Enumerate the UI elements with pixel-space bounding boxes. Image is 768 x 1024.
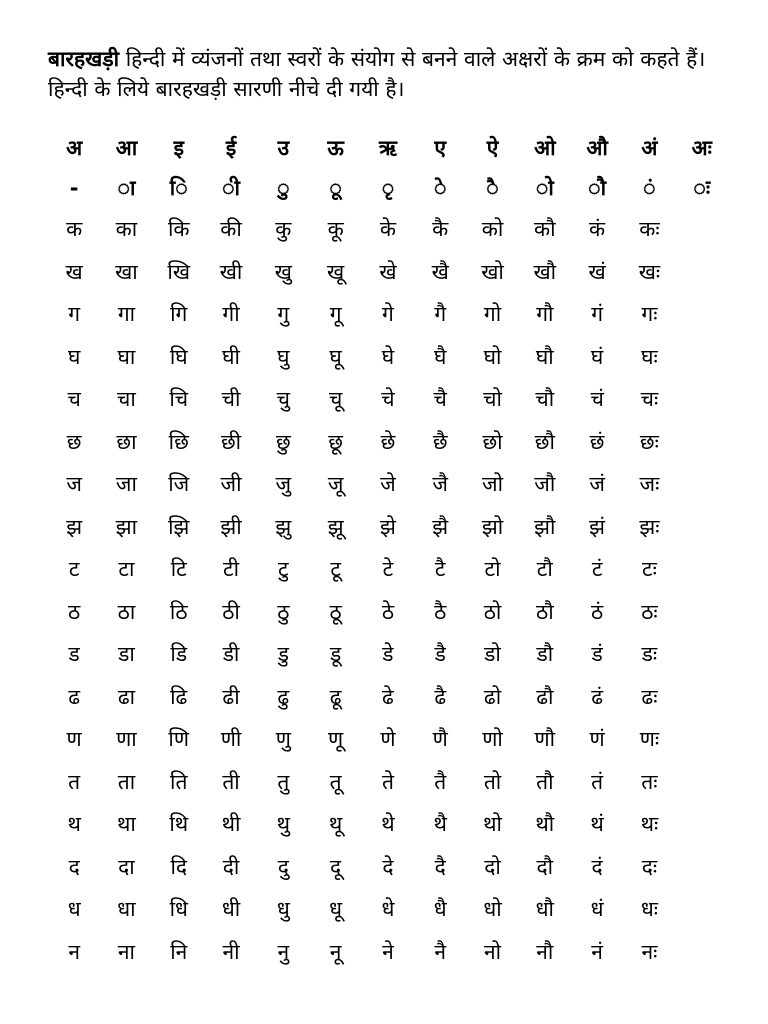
matra-row-cell: ◌ौ [588,176,607,200]
consonant-row-cell: घु [277,344,290,369]
consonant-row-cell [676,591,728,634]
consonant-row-cell: ढ [68,684,81,709]
consonant-row-cell: छं [589,429,605,454]
vowel-row-cell: अः [691,136,712,160]
consonant-row-cell: धि [169,897,188,922]
consonant-row-cell: गी [222,302,240,327]
consonant-row-cell: जा [115,472,137,497]
consonant-row-cell: जू [327,472,344,497]
consonant-row-cell: क [66,217,83,242]
matra-row-cell: ◌ृ [381,176,395,200]
intro-paragraph [48,44,728,104]
consonant-row-cell: ठो [483,599,502,624]
consonant-row [48,208,728,251]
consonant-row-cell: तै [434,769,447,794]
consonant-row-cell: घे [381,344,395,369]
consonant-row-cell: थः [640,812,659,837]
consonant-row-cell: टू [330,557,341,582]
consonant-row-cell: तौ [536,769,554,794]
consonant-row-cell: धो [483,897,502,922]
consonant-row-cell: डै [434,642,446,667]
consonant-row-cell: ता [117,769,136,794]
consonant-row-cell: ढै [434,684,447,709]
matra-row-cell: - [69,176,79,200]
consonant-row-cell: छि [168,429,189,454]
consonant-row-cell: चं [590,387,604,412]
consonant-row-cell: गे [382,302,394,327]
matra-row [48,168,728,208]
consonant-row-cell: कू [327,217,344,242]
consonant-row-cell: डि [170,642,188,667]
consonant-row-cell: थी [221,812,241,837]
consonant-row-cell: दं [591,854,603,879]
barahkhadi-table [48,128,728,973]
consonant-row-cell: टो [484,557,501,582]
consonant-row-cell [676,803,728,846]
consonant-row-cell: णे [380,727,396,752]
consonant-row-cell: घः [641,344,658,369]
consonant-row-cell [676,548,728,591]
consonant-row [48,803,728,846]
consonant-row [48,463,728,506]
consonant-row-cell: गो [483,302,502,327]
consonant-row-cell: ठं [591,599,604,624]
consonant-row-cell: जी [220,472,242,497]
consonant-row-cell: कौ [534,217,556,242]
consonant-row-cell: दी [222,854,240,879]
consonant-row-cell: दु [277,854,289,879]
consonant-row [48,718,728,761]
consonant-row-cell: डु [277,642,289,667]
consonant-row-cell: की [220,217,242,242]
consonant-row-cell: जै [432,472,449,497]
consonant-row-cell: चै [433,387,447,412]
consonant-row-cell: कि [167,217,190,242]
consonant-row-cell: छ [66,429,82,454]
consonant-row-cell: नु [277,939,290,964]
consonant-row-cell: छु [275,429,291,454]
consonant-row-cell: थ [67,812,81,837]
consonant-row-cell: ठि [169,599,188,624]
consonant-row-cell: धं [590,897,604,922]
consonant-row-cell [676,463,728,506]
consonant-row-cell: ढी [222,684,240,709]
consonant-row-cell: ते [381,769,394,794]
consonant-row-cell: नः [641,939,658,964]
consonant-row-cell: झै [432,514,449,539]
consonant-row-cell: नू [329,939,342,964]
consonant-row-cell: घू [329,344,342,369]
vowel-row-cell: अ [66,136,83,160]
vowel-row-cell: ऐ [486,136,499,160]
consonant-row [48,846,728,889]
consonant-row-cell: णु [275,727,291,752]
consonant-row-cell: खै [431,259,449,284]
consonant-row-cell: ना [117,939,135,964]
vowel-row-cell: अं [641,136,658,160]
consonant-row [48,336,728,379]
consonant-row-cell: टा [118,557,135,582]
vowel-row-cell: ए [434,136,447,160]
consonant-row-cell: घो [483,344,502,369]
vowel-row [48,128,728,168]
consonant-row-cell: ति [170,769,188,794]
consonant-row-cell [676,421,728,464]
consonant-row-cell: छः [639,429,659,454]
matra-row-cell: ◌ि [169,176,188,200]
consonant-row-cell: ढं [591,684,604,709]
consonant-row-cell: डे [382,642,394,667]
consonant-row-cell: झी [220,514,242,539]
consonant-row-cell: खौ [533,259,557,284]
consonant-row-cell: थे [381,812,395,837]
intro-term: बारहखड़ी [48,47,120,71]
consonant-row-cell: ठी [222,599,240,624]
consonant-row-cell: खु [274,259,292,284]
consonant-row-cell: झा [115,514,138,539]
consonant-row-cell: दो [484,854,501,879]
consonant-row-cell: का [115,217,138,242]
consonant-row-cell: घि [169,344,188,369]
consonant-row-cell: जौ [534,472,556,497]
consonant-row-cell [676,888,728,931]
consonant-row-cell: ठे [381,599,395,624]
consonant-row-cell: नै [434,939,447,964]
consonant-row-cell: णो [482,727,503,752]
vowel-row-cell: उ [277,136,290,160]
consonant-row-cell: टे [382,557,394,582]
consonant-row-cell: तु [277,769,290,794]
consonant-row-cell: थि [169,812,189,837]
consonant-row-cell: डा [118,642,135,667]
consonant-row-cell [676,293,728,336]
consonant-row [48,591,728,634]
consonant-row-cell: छा [116,429,137,454]
consonant-row-cell: घा [117,344,136,369]
consonant-row-cell: कै [432,217,449,242]
consonant-row-cell: धा [117,897,136,922]
consonant-row-cell: टी [223,557,240,582]
consonant-row-cell: नौ [536,939,554,964]
consonant-row-cell: खू [327,259,345,284]
consonant-row-cell: नं [591,939,603,964]
consonant-row-cell: झ [66,514,83,539]
consonant-row [48,761,728,804]
consonant-row-cell: तः [641,769,658,794]
consonant-row-cell: ख [65,259,83,284]
consonant-row-cell: नो [483,939,502,964]
consonant-row-cell: खा [115,259,138,284]
consonant-row-cell: खो [481,259,504,284]
consonant-row-cell: डः [641,642,658,667]
consonant-row-cell: जो [482,472,504,497]
consonant-row-cell: चु [276,387,290,412]
consonant-row-cell: छौ [534,429,555,454]
consonant-row-cell: छे [380,429,396,454]
consonant-row-cell: घी [222,344,240,369]
consonant-row-cell: णं [589,727,605,752]
consonant-row-cell: ण [66,727,82,752]
consonant-row-cell: णै [432,727,448,752]
consonant-row-cell: गि [170,302,188,327]
consonant-row-cell: धः [640,897,658,922]
consonant-row-cell: जे [380,472,396,497]
consonant-row-cell: छो [482,429,503,454]
consonant-row-cell: टं [591,557,603,582]
consonant-row-cell: णा [116,727,137,752]
consonant-row-cell: चः [640,387,659,412]
consonant-row-cell: नि [170,939,188,964]
consonant-row-cell [676,208,728,251]
matra-row-cell: ◌ी [222,176,240,200]
consonant-row-cell: ती [222,769,240,794]
consonant-row-cell: णः [639,727,660,752]
consonant-row-cell: ट [68,557,80,582]
consonant-row-cell: झे [379,514,396,539]
consonant-row-cell: ढे [382,684,394,709]
consonant-row-cell: णी [220,727,242,752]
consonant-row-cell: टः [642,557,657,582]
consonant-row [48,506,728,549]
consonant-row-cell: धौ [535,897,554,922]
consonant-row-cell: च [67,387,81,412]
consonant-row-cell: ध [67,897,81,922]
consonant-row-cell: झः [639,514,660,539]
consonant-row-cell: गै [434,302,447,327]
consonant-row-cell: दि [170,854,188,879]
consonant-row-cell: दः [641,854,658,879]
consonant-row-cell: ठ [68,599,81,624]
consonant-row-cell: चो [483,387,502,412]
consonant-row-cell: झु [275,514,292,539]
consonant-row-cell: ची [221,387,241,412]
consonant-row-cell: खे [379,259,397,284]
consonant-row-cell: ने [382,939,394,964]
consonant-row-cell: झू [327,514,344,539]
consonant-row-cell: झं [589,514,606,539]
consonant-row-cell: धै [433,897,447,922]
consonant-row-cell: चू [328,387,343,412]
consonant-row-cell: तू [329,769,342,794]
matra-row-cell: ◌ा [117,176,136,200]
consonant-row-cell: खं [588,259,606,284]
consonant-row [48,378,728,421]
consonant-row-cell: चौ [535,387,555,412]
consonant-row-cell: डू [330,642,342,667]
consonant-row-cell: थु [276,812,291,837]
consonant-row-cell: डो [484,642,501,667]
consonant-row-cell: तो [483,769,502,794]
consonant-row-cell: ढो [483,684,502,709]
consonant-row-cell: ज [66,472,82,497]
consonant-row-cell: घौ [535,344,554,369]
consonant-row-cell: जं [589,472,605,497]
consonant-row-cell: गं [591,302,604,327]
consonant-row-cell: धू [329,897,343,922]
consonant-row-cell: ढा [117,684,136,709]
consonant-row-cell: झो [481,514,504,539]
consonant-row-cell [676,633,728,676]
consonant-row-cell: छू [328,429,343,454]
consonant-row-cell [676,251,728,294]
consonant-row-cell: डं [591,642,603,667]
consonant-row-cell: गः [641,302,658,327]
consonant-row-cell: था [117,812,136,837]
consonant-row-cell: थो [483,812,502,837]
consonant-row-cell: डौ [536,642,554,667]
consonant-row-cell: ढः [641,684,658,709]
consonant-row-cell: ठु [277,599,290,624]
consonant-row-cell: दे [382,854,394,879]
vowel-row-cell: औ [586,136,608,160]
vowel-row-cell: इ [173,136,184,160]
consonant-row-cell: टि [170,557,187,582]
consonant-row [48,421,728,464]
consonant-row-cell: ढु [277,684,290,709]
consonant-row-cell: धी [221,897,241,922]
consonant-row-cell: डी [222,642,240,667]
consonant-row-cell: कु [275,217,292,242]
consonant-row-cell [676,846,728,889]
consonant-row [48,931,728,974]
consonant-row [48,888,728,931]
consonant-row-cell: टै [434,557,446,582]
vowel-row-cell: ऊ [327,136,344,160]
matra-row-cell: ◌ु [277,176,290,200]
consonant-row-cell: खि [167,259,191,284]
consonant-row-cell: द [68,854,80,879]
consonant-row-cell: झौ [534,514,556,539]
consonant-row-cell: दू [330,854,342,879]
consonant-row-cell: ठः [641,599,658,624]
consonant-row-cell: जः [639,472,660,497]
consonant-row-cell [676,718,728,761]
consonant-row-cell: दौ [536,854,554,879]
matra-row-cell: ◌ै [486,176,499,200]
consonant-row-cell: ठू [329,599,342,624]
consonant-row-cell [676,931,728,974]
matra-row-cell: ◌ो [535,176,554,200]
consonant-row-cell: टौ [536,557,553,582]
consonant-row-cell: धे [381,897,395,922]
consonant-row-cell: धु [276,897,290,922]
consonant-row-cell: तं [591,769,604,794]
consonant-row-cell: घं [590,344,604,369]
consonant-row-cell [676,676,728,719]
consonant-row-cell: गू [329,302,342,327]
consonant-row-cell: दा [118,854,135,879]
consonant-row-cell: चा [117,387,136,412]
consonant-row-cell: खी [219,259,243,284]
consonant-row-cell: णौ [534,727,556,752]
vowel-row-cell: ओ [534,136,556,160]
intro-text: हिन्दी में व्यंजनों तथा स्वरों के संयोग से बनने वाले अक्षरों के क्रम को कहते हैं। हिन्दी के लिये बारहखड़ी सारणी नीचे दी गयी है। [48,47,706,101]
consonant-row-cell: नी [222,939,240,964]
consonant-row-cell: दै [434,854,446,879]
consonant-row-cell: टु [278,557,289,582]
consonant-row-cell: थौ [535,812,555,837]
consonant-row [48,251,728,294]
consonant-row-cell: चि [169,387,189,412]
consonant-row-cell: णू [328,727,344,752]
consonant-row-cell: को [481,217,504,242]
consonant-row-cell: गौ [536,302,554,327]
consonant-row-cell: घ [67,344,81,369]
consonant-row-cell: गा [117,302,136,327]
consonant-row-cell: ठौ [536,599,554,624]
matra-row-cell: ◌ः [693,176,711,200]
consonant-row-cell: जि [168,472,190,497]
vowel-row-cell: ऋ [378,136,397,160]
consonant-row-cell: चे [381,387,395,412]
vowel-row-cell: ई [225,136,237,160]
consonant-row-cell: ढौ [536,684,554,709]
consonant-row [48,633,728,676]
consonant-row-cell: कं [589,217,606,242]
consonant-row-cell: न [68,939,80,964]
consonant-row-cell: गु [277,302,290,327]
consonant-row-cell: जु [275,472,292,497]
consonant-row [48,676,728,719]
consonant-row-cell: त [68,769,81,794]
consonant-row-cell: ढि [170,684,188,709]
consonant-row-cell: णि [168,727,190,752]
consonant-row-cell: ठा [117,599,136,624]
consonant-row-cell: थू [328,812,343,837]
matra-row-cell: ◌ं [643,176,656,200]
consonant-row-cell: थै [433,812,447,837]
consonant-row-cell: ठै [434,599,447,624]
consonant-row-cell [676,378,728,421]
consonant-row-cell: ढू [329,684,342,709]
consonant-row-cell: खः [638,259,661,284]
consonant-row-cell: कः [639,217,660,242]
consonant-row-cell [676,336,728,379]
matra-row-cell: ◌ू [329,176,342,200]
consonant-row [48,293,728,336]
consonant-row-cell: ग [68,302,81,327]
consonant-row-cell: घै [434,344,447,369]
consonant-row-cell: छी [220,429,242,454]
consonant-row-cell [676,506,728,549]
consonant-row-cell [676,761,728,804]
consonant-row-cell: के [379,217,396,242]
consonant-row [48,548,728,591]
consonant-row-cell: थं [590,812,604,837]
consonant-row-cell: ड [68,642,80,667]
matra-row-cell: ◌े [433,176,447,200]
vowel-row-cell: आ [115,136,138,160]
consonant-row-cell: झि [168,514,190,539]
consonant-row-cell: छै [432,429,448,454]
